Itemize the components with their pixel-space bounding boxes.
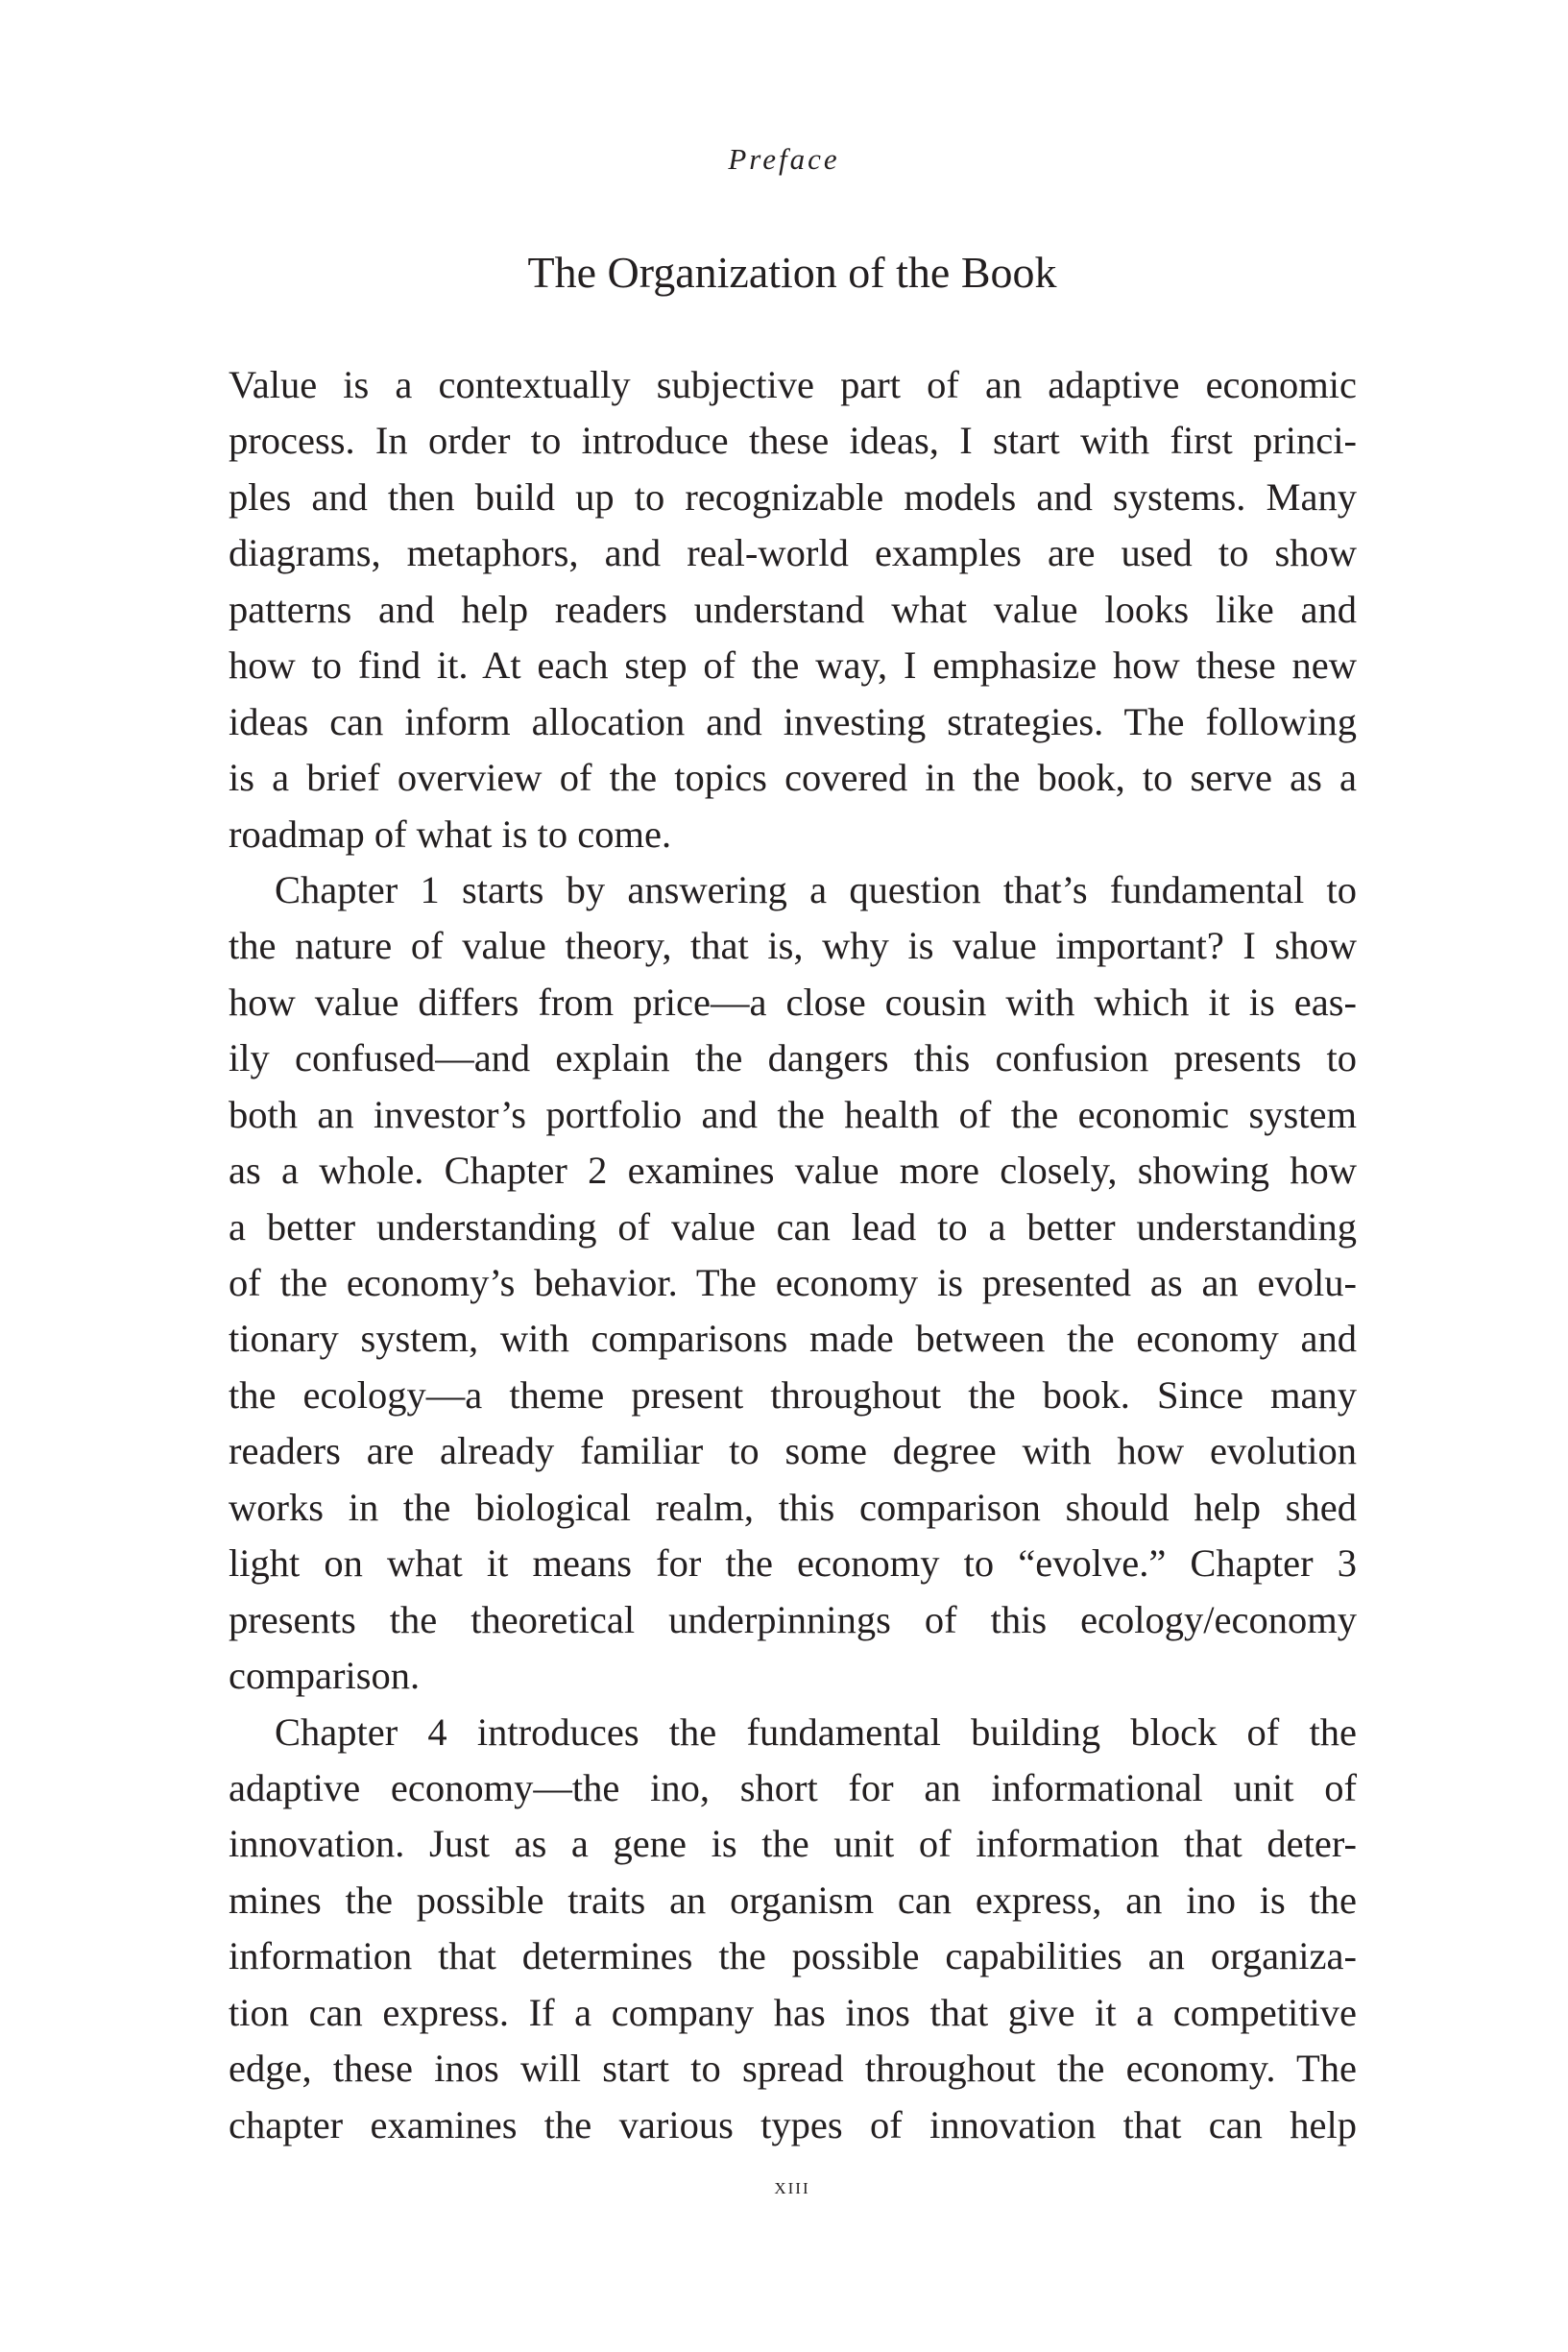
- text-line: comparison.: [229, 1654, 421, 1698]
- text-line: readers are already familiar to some degree with how evolution: [229, 1429, 1357, 1473]
- text-line: a better understanding of value can lead to a better understanding: [229, 1204, 1357, 1249]
- text-line: ily confused—and explain the dangers this confusion presents to: [229, 1036, 1357, 1080]
- text-line: ples and then build up to recognizable models and systems. Many: [229, 474, 1357, 519]
- text-line: the nature of value theory, that is, why is value important? I show: [229, 924, 1357, 968]
- text-line: information that determines the possible capabilities an organiza-: [229, 1934, 1357, 1978]
- body-text: [229, 357, 1357, 2153]
- text-line: process. In order to introduce these ideas, I start with first princi-: [229, 419, 1357, 463]
- text-line: diagrams, metaphors, and real-world examples are used to show: [229, 531, 1357, 575]
- text-line: as a whole. Chapter 2 examines value more closely, showing how: [229, 1149, 1357, 1193]
- text-line: is a brief overview of the topics covered in the book, to serve as a: [229, 756, 1357, 800]
- text-line: patterns and help readers understand what value looks like and: [229, 587, 1357, 631]
- text-line: of the economy’s behavior. The economy is presented as an evolu-: [229, 1261, 1357, 1304]
- text-line: chapter examines the various types of innovation that can help: [229, 2102, 1357, 2146]
- paragraph: [229, 1705, 1357, 2154]
- text-line: Chapter 1 starts by answering a question that’s fundamental to: [275, 867, 1357, 911]
- text-line: Value is a contextually subjective part of an adaptive economic: [229, 363, 1357, 406]
- text-line: how to find it. At each step of the way, I emphasize how these new: [229, 643, 1357, 688]
- text-line: works in the biological realm, this comparison should help shed: [229, 1485, 1357, 1529]
- text-line: innovation. Just as a gene is the unit of information that deter-: [229, 1822, 1357, 1866]
- text-line: tionary system, with comparisons made between the economy and: [229, 1317, 1357, 1361]
- paragraph: [229, 862, 1357, 1705]
- text-line: tion can express. If a company has inos that give it a competitive: [229, 1990, 1357, 2034]
- text-line: light on what it means for the economy to “evolve.” Chapter 3: [229, 1541, 1357, 1586]
- text-line: roadmap of what is to come.: [229, 812, 672, 856]
- running-head: Preface: [728, 142, 840, 176]
- text-line: the ecology—a theme present throughout the book. Since many: [229, 1372, 1357, 1417]
- page-number: xiii: [774, 2174, 810, 2199]
- text-line: Chapter 4 introduces the fundamental building block of the: [275, 1709, 1357, 1754]
- text-line: mines the possible traits an organism can express, an ino is the: [229, 1878, 1357, 1922]
- text-line: ideas can inform allocation and investing strategies. The following: [229, 699, 1357, 743]
- paragraph: [229, 357, 1357, 862]
- text-line: edge, these inos will start to spread throughout the economy. The: [229, 2047, 1357, 2091]
- text-line: presents the theoretical underpinnings of this ecology/economy: [229, 1597, 1357, 1641]
- text-line: how value differs from price—a close cousin with which it is eas-: [229, 980, 1357, 1024]
- section-title: The Organization of the Book: [527, 248, 1057, 297]
- text-line: adaptive economy—the ino, short for an informational unit of: [229, 1765, 1357, 1809]
- text-line: both an investor’s portfolio and the health of the economic system: [229, 1092, 1357, 1136]
